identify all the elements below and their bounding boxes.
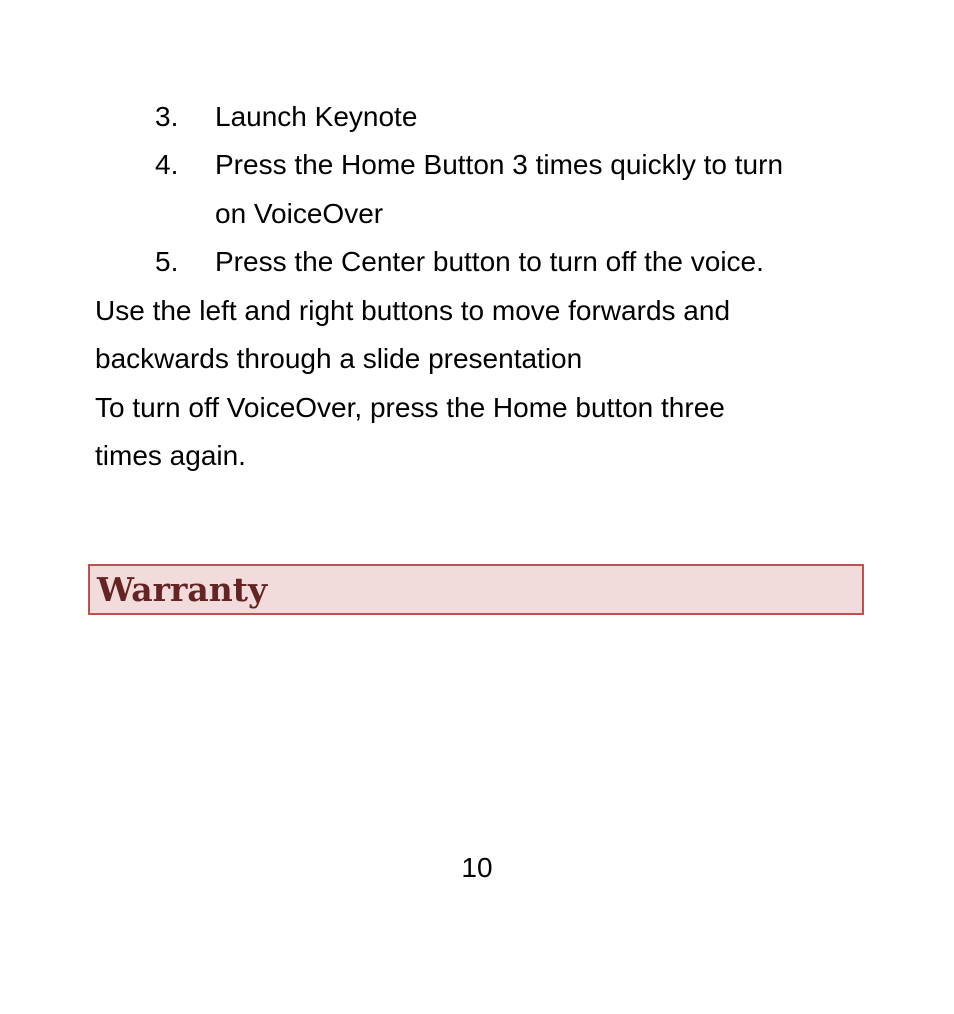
page-number: 10 xyxy=(461,852,493,883)
section-heading: Warranty xyxy=(97,570,268,609)
paragraph-line: To turn off VoiceOver, press the Home button three xyxy=(95,392,725,423)
list-item-number: 3. xyxy=(155,101,179,132)
list-item-text: Launch Keynote xyxy=(215,101,418,132)
list-item-number: 4. xyxy=(155,149,179,180)
list-item-text-continued: on VoiceOver xyxy=(215,198,384,229)
list-item-text: Press the Center button to turn off the voice. xyxy=(215,246,764,277)
section-heading-box xyxy=(88,564,864,615)
list-item-number: 5. xyxy=(155,246,179,277)
paragraph-line: backwards through a slide presentation xyxy=(95,343,583,374)
paragraph-line: times again. xyxy=(95,440,246,471)
list-item-text: Press the Home Button 3 times quickly to turn xyxy=(215,149,784,180)
paragraph-line: Use the left and right buttons to move forwards and xyxy=(95,295,731,326)
